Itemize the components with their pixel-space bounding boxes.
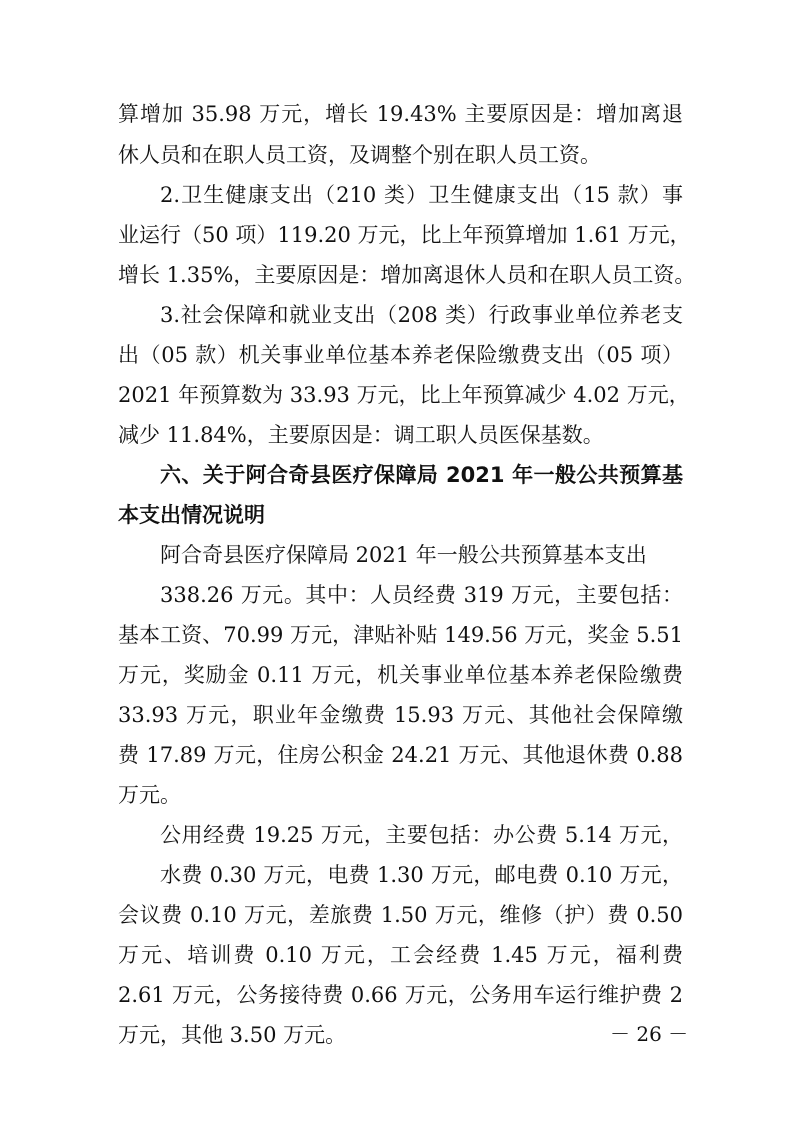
body-text-line: 万元、培训费 0.10 万元，工会经费 1.45 万元，福利费 (118, 943, 683, 967)
body-text-line: 减少 11.84%，主要原因是：调工职人员医保基数。 (118, 423, 604, 447)
body-text-line: 业运行（50 项）119.20 万元，比上年预算增加 1.61 万元， (118, 223, 691, 247)
body-text-line: 万元，奖励金 0.11 万元，机关事业单位基本养老保险缴费 (118, 663, 683, 687)
body-text-line: 算增加 35.98 万元，增长 19.43% 主要原因是：增加离退 (118, 102, 683, 126)
body-text-line: 会议费 0.10 万元，差旅费 1.50 万元，维修（护）费 0.50 (118, 903, 683, 927)
body-text-line: 增长 1.35%，主要原因是：增加离退休人员和在职人员工资。 (118, 263, 696, 287)
body-text-line: 阿合奇县医疗保障局 2021 年一般公共预算基本支出 (160, 543, 647, 567)
body-text-line: 3.社会保障和就业支出（208 类）行政事业单位养老支 (160, 303, 683, 327)
page-number: － 26 － (610, 1022, 689, 1046)
body-text-line: 休人员和在职人员工资，及调整个别在职人员工资。 (118, 143, 601, 167)
body-text-line: 338.26 万元。其中：人员经费 319 万元，主要包括： (160, 583, 683, 607)
body-text-line: 2.61 万元，公务接待费 0.66 万元，公务用车运行维护费 2 (118, 983, 683, 1007)
body-text-line: 万元，其他 3.50 万元。 (118, 1023, 347, 1047)
section-heading-line: 本支出情况说明 (118, 503, 265, 527)
body-text-line: 公用经费 19.25 万元，主要包括：办公费 5.14 万元， (160, 823, 683, 847)
body-text-line: 出（05 款）机关事业单位基本养老保险缴费支出（05 项） (118, 343, 683, 367)
body-text-line: 2021 年预算数为 33.93 万元，比上年预算减少 4.02 万元， (118, 383, 690, 407)
body-text-line: 费 17.89 万元，住房公积金 24.21 万元、其他退休费 0.88 (118, 743, 683, 767)
body-text-line: 2.卫生健康支出（210 类）卫生健康支出（15 款）事 (160, 183, 683, 207)
body-text-line: 基本工资、70.99 万元，津贴补贴 149.56 万元，奖金 5.51 (118, 623, 683, 647)
body-text-line: 水费 0.30 万元，电费 1.30 万元，邮电费 0.10 万元， (160, 863, 683, 887)
section-heading-line: 六、关于阿合奇县医疗保障局 2021 年一般公共预算基 (160, 463, 683, 487)
body-text-line: 33.93 万元，职业年金缴费 15.93 万元、其他社会保障缴 (118, 703, 683, 727)
body-text-line: 万元。 (118, 783, 181, 807)
